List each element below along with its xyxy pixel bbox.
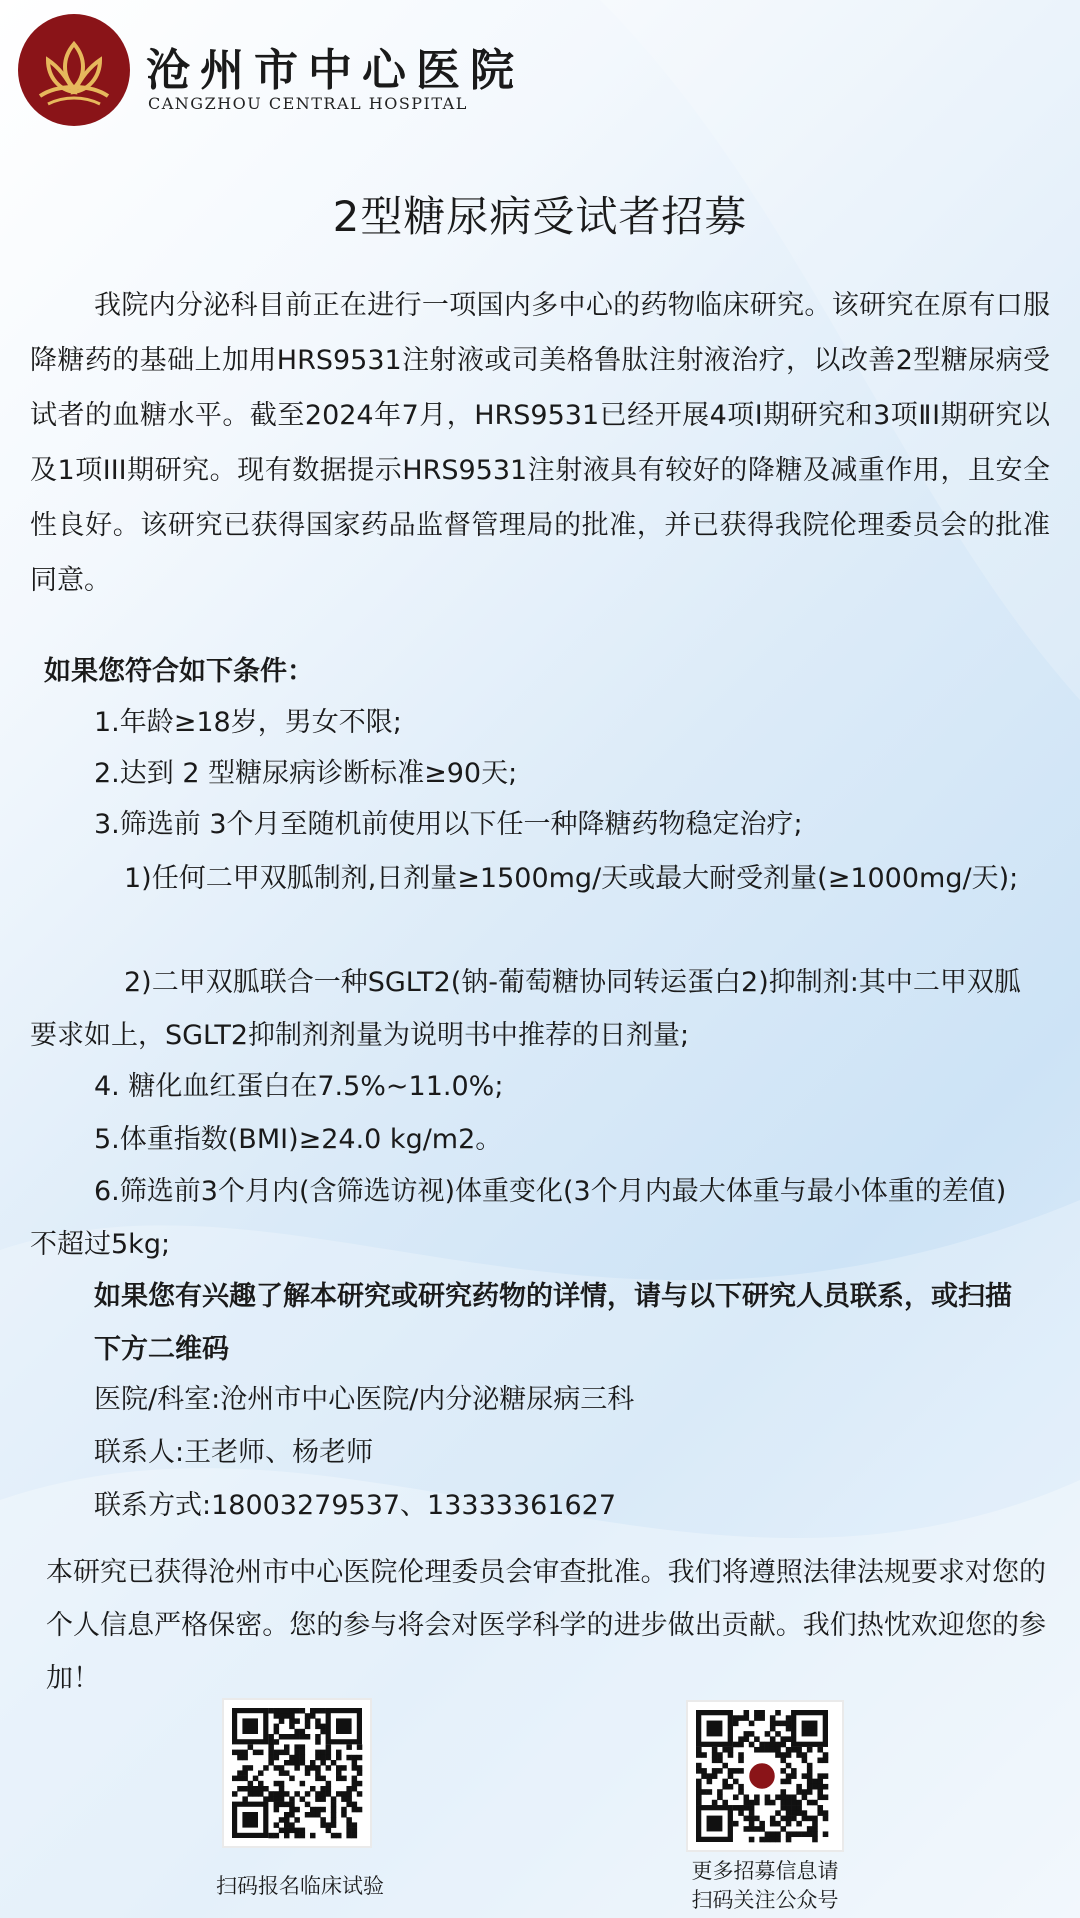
criteria-item-2: 2.达到 2 型糖尿病诊断标准≥90天; bbox=[94, 758, 518, 789]
registration-qr-code[interactable] bbox=[222, 1698, 372, 1848]
wechat-qr-caption-line1: 更多招募信息请 bbox=[691, 1859, 839, 1883]
qr-code-icon bbox=[688, 1702, 842, 1850]
criteria-heading: 如果您符合如下条件： bbox=[44, 656, 314, 687]
criteria-item-6: 6.筛选前3个月内(含筛选访视)体重变化(3个月内最大体重与最小体重的差值)不超过5kg; bbox=[30, 1176, 1007, 1260]
privacy-note: 本研究已获得沧州市中心医院伦理委员会审查批准。我们将遵照法律法规要求对您的个人信息严格保密。您的参与将会对医学科学的进步做出贡献。我们热忱欢迎您的参加！ bbox=[46, 1557, 1046, 1694]
page-title: 2型糖尿病受试者招募 bbox=[332, 192, 748, 241]
hospital-name-cn: 沧州市中心医院 bbox=[146, 45, 524, 96]
contact-department: 医院/科室:沧州市中心医院/内分泌糖尿病三科 bbox=[94, 1384, 635, 1415]
contact-person: 联系人:王老师、杨老师 bbox=[94, 1437, 374, 1468]
wechat-qr-caption-line2: 扫码关注公众号 bbox=[691, 1888, 839, 1912]
contact-phone: 联系方式:18003279537、13333361627 bbox=[94, 1490, 617, 1521]
lotus-icon bbox=[18, 14, 130, 126]
hospital-name-en: CANGZHOU CENTRAL HOSPITAL bbox=[148, 94, 468, 113]
criteria-item-5: 5.体重指数(BMI)≥24.0 kg/m2。 bbox=[94, 1124, 503, 1155]
intro-paragraph: 我院内分泌科目前正在进行一项国内多中心的药物临床研究。该研究在原有口服降糖药的基础上加用HRS9531注射液或司美格鲁肽注射液治疗，以改善2型糖尿病受试者的血糖水平。截至2024年7月，HRS9531已经开展4项I期研究和3项ⅡI期研究以及1项III期研究。现有数据提示HRS9531注射液具有较好的降糖及减重作用，且安全性良好。该研究已获得国家药品监督管理局的批准，并已获得我院伦理委员会的批准同意。 bbox=[30, 290, 1050, 596]
hospital-header bbox=[18, 14, 538, 130]
criteria-item-3a: 1)任何二甲双胍制剂,日剂量≥1500mg/天或最大耐受剂量(≥1000mg/天); bbox=[124, 863, 1019, 894]
qr-code-icon bbox=[224, 1700, 370, 1846]
criteria-item-4: 4. 糖化血红蛋白在7.5%~11.0%; bbox=[94, 1071, 504, 1102]
criteria-item-3b: 2)二甲双胍联合一种SGLT2(钠-葡萄糖协同转运蛋白2)抑制剂:其中二甲双胍要求如上，SGLT2抑制剂剂量为说明书中推荐的日剂量; bbox=[30, 967, 1021, 1051]
criteria-item-1: 1.年龄≥18岁，男女不限; bbox=[94, 707, 402, 738]
contact-interest: 如果您有兴趣了解本研究或研究药物的详情，请与以下研究人员联系，或扫描下方二维码 bbox=[94, 1281, 1012, 1365]
criteria-item-3: 3.筛选前 3个月至随机前使用以下任一种降糖药物稳定治疗; bbox=[94, 809, 803, 840]
hospital-logo bbox=[18, 14, 130, 126]
registration-qr-caption: 扫码报名临床试验 bbox=[216, 1874, 384, 1898]
wechat-qr-code[interactable] bbox=[686, 1700, 844, 1852]
